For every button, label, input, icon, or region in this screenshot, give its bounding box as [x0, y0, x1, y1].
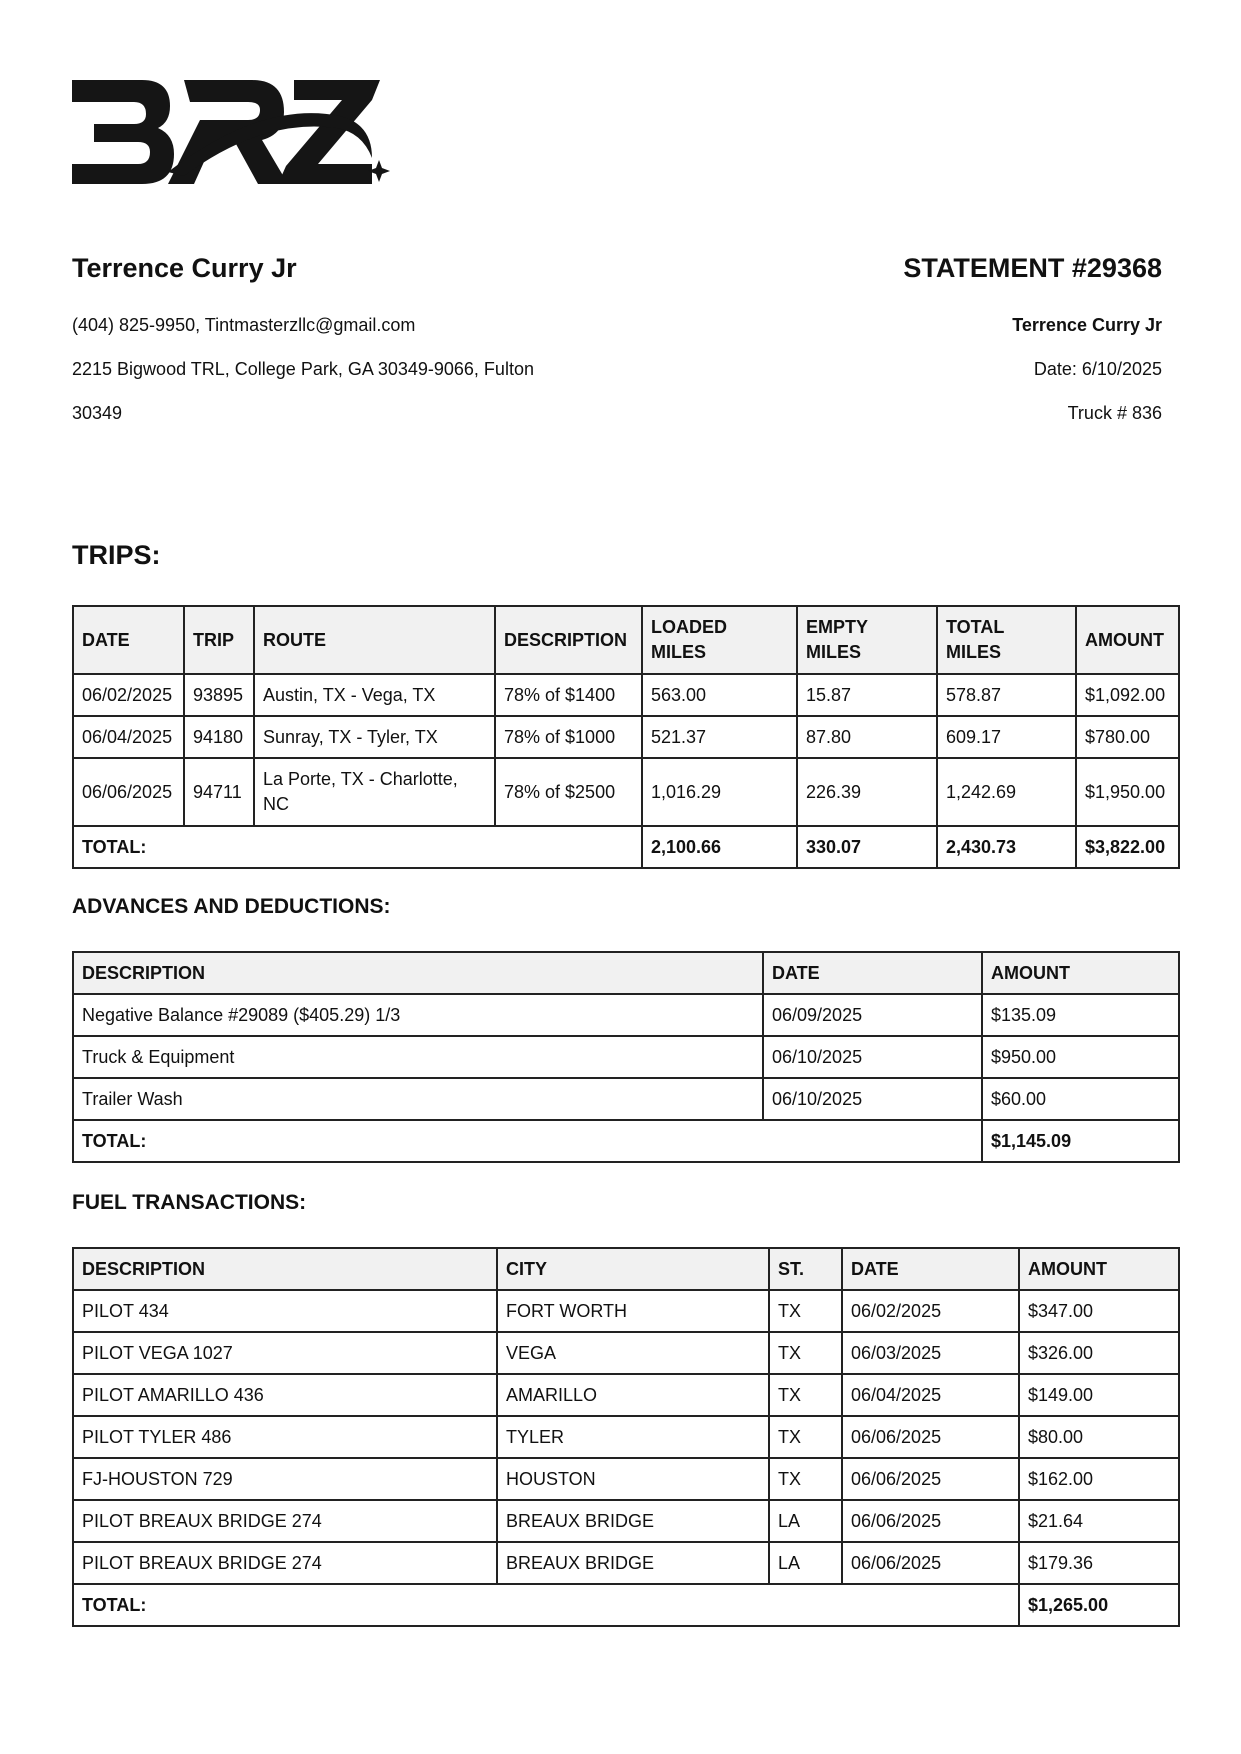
cell: 609.17 [937, 716, 1076, 758]
cell: 578.87 [937, 674, 1076, 716]
cell: 521.37 [642, 716, 797, 758]
cell: 93895 [184, 674, 254, 716]
address-line-2: 30349 [72, 403, 123, 423]
total-label: TOTAL: [73, 1584, 1019, 1626]
table-row [73, 1078, 1179, 1120]
total-amount: $1,145.09 [982, 1120, 1179, 1162]
trips-table [72, 605, 1180, 869]
fuel-table [72, 1247, 1180, 1627]
cell: $80.00 [1019, 1416, 1179, 1458]
cell: 06/06/2025 [842, 1416, 1019, 1458]
col-trip: TRIP [184, 606, 254, 674]
cell: 06/06/2025 [842, 1542, 1019, 1584]
cell: 94711 [184, 758, 254, 826]
col-state: ST. [769, 1248, 842, 1290]
cell: TX [769, 1332, 842, 1374]
col-city: CITY [497, 1248, 769, 1290]
cell: 87.80 [797, 716, 937, 758]
col-description: DESCRIPTION [73, 952, 763, 994]
cell: PILOT BREAUX BRIDGE 274 [73, 1542, 497, 1584]
cell: $60.00 [982, 1078, 1179, 1120]
col-loaded-miles-label: LOADED MILES [651, 617, 727, 662]
cell: Sunray, TX - Tyler, TX [254, 716, 495, 758]
cell: 1,242.69 [937, 758, 1076, 826]
col-empty-miles-label: EMPTY MILES [806, 617, 869, 662]
cell: $326.00 [1019, 1332, 1179, 1374]
table-row [73, 1332, 1179, 1374]
cell: FJ-HOUSTON 729 [73, 1458, 497, 1500]
cell: $162.00 [1019, 1458, 1179, 1500]
cell: $347.00 [1019, 1290, 1179, 1332]
cell: Trailer Wash [73, 1078, 763, 1120]
cell: $780.00 [1076, 716, 1179, 758]
cell: Truck & Equipment [73, 1036, 763, 1078]
col-total-miles [937, 606, 1076, 674]
cell: 06/06/2025 [842, 1500, 1019, 1542]
cell: 06/06/2025 [73, 758, 184, 826]
driver-name: Terrence Curry Jr [72, 253, 297, 283]
cell: 06/09/2025 [763, 994, 982, 1036]
cell: TX [769, 1458, 842, 1500]
cell: $1,950.00 [1076, 758, 1179, 826]
cell: 06/04/2025 [73, 716, 184, 758]
col-date: DATE [842, 1248, 1019, 1290]
total-loaded-miles: 2,100.66 [642, 826, 797, 868]
cell: 94180 [184, 716, 254, 758]
total-label: TOTAL: [73, 1120, 982, 1162]
fuel-heading: FUEL TRANSACTIONS: [72, 1191, 307, 1214]
fuel-header-row [73, 1248, 1179, 1290]
cell: 06/03/2025 [842, 1332, 1019, 1374]
advances-total-row [73, 1120, 1179, 1162]
cell: TYLER [497, 1416, 769, 1458]
cell: 06/10/2025 [763, 1036, 982, 1078]
cell: BREAUX BRIDGE [497, 1542, 769, 1584]
col-empty-miles [797, 606, 937, 674]
trips-heading: TRIPS: [72, 540, 161, 570]
cell: HOUSTON [497, 1458, 769, 1500]
address-line-1: 2215 Bigwood TRL, College Park, GA 30349-9066, Fulton [72, 359, 534, 379]
cell: Negative Balance #29089 ($405.29) 1/3 [73, 994, 763, 1036]
cell: PILOT VEGA 1027 [73, 1332, 497, 1374]
col-amount: AMOUNT [1076, 606, 1179, 674]
cell: $21.64 [1019, 1500, 1179, 1542]
table-row [73, 716, 1179, 758]
cell: 06/06/2025 [842, 1458, 1019, 1500]
cell: BREAUX BRIDGE [497, 1500, 769, 1542]
table-row [73, 994, 1179, 1036]
cell: TX [769, 1416, 842, 1458]
table-row [73, 1374, 1179, 1416]
statement-title: STATEMENT #29368 [903, 253, 1162, 283]
total-amount: $1,265.00 [1019, 1584, 1179, 1626]
table-row [73, 1290, 1179, 1332]
cell: $179.36 [1019, 1542, 1179, 1584]
cell: $1,092.00 [1076, 674, 1179, 716]
cell: FORT WORTH [497, 1290, 769, 1332]
company-logo [72, 72, 392, 202]
total-empty-miles: 330.07 [797, 826, 937, 868]
statement-date: Date: 6/10/2025 [1033, 359, 1162, 379]
cell: 06/02/2025 [73, 674, 184, 716]
truck-number: Truck # 836 [1067, 403, 1162, 423]
col-description: DESCRIPTION [73, 1248, 497, 1290]
cell: PILOT 434 [73, 1290, 497, 1332]
cell: $950.00 [982, 1036, 1179, 1078]
cell: 563.00 [642, 674, 797, 716]
cell: PILOT AMARILLO 436 [73, 1374, 497, 1416]
col-amount: AMOUNT [1019, 1248, 1179, 1290]
col-description: DESCRIPTION [495, 606, 642, 674]
cell: VEGA [497, 1332, 769, 1374]
cell: 15.87 [797, 674, 937, 716]
total-miles: 2,430.73 [937, 826, 1076, 868]
col-amount: AMOUNT [982, 952, 1179, 994]
cell: 226.39 [797, 758, 937, 826]
cell: 78% of $1400 [495, 674, 642, 716]
cell: 06/10/2025 [763, 1078, 982, 1120]
cell: Austin, TX - Vega, TX [254, 674, 495, 716]
cell: PILOT TYLER 486 [73, 1416, 497, 1458]
cell: $135.09 [982, 994, 1179, 1036]
trips-header-row [73, 606, 1179, 674]
col-date: DATE [763, 952, 982, 994]
cell: 06/04/2025 [842, 1374, 1019, 1416]
table-row [73, 1036, 1179, 1078]
cell: TX [769, 1290, 842, 1332]
total-amount: $3,822.00 [1076, 826, 1179, 868]
col-total-miles-label: TOTAL MILES [946, 617, 1005, 662]
cell: $149.00 [1019, 1374, 1179, 1416]
col-date: DATE [73, 606, 184, 674]
cell: 1,016.29 [642, 758, 797, 826]
advances-header-row [73, 952, 1179, 994]
cell: La Porte, TX - Charlotte, NC [254, 758, 495, 826]
cell: LA [769, 1542, 842, 1584]
cell: 06/02/2025 [842, 1290, 1019, 1332]
cell: LA [769, 1500, 842, 1542]
table-row [73, 1542, 1179, 1584]
table-row [73, 1416, 1179, 1458]
statement-name: Terrence Curry Jr [1012, 315, 1162, 335]
advances-table [72, 951, 1180, 1163]
col-loaded-miles [642, 606, 797, 674]
trips-total-row [73, 826, 1179, 868]
cell: AMARILLO [497, 1374, 769, 1416]
fuel-total-row [73, 1584, 1179, 1626]
cell: 78% of $1000 [495, 716, 642, 758]
contact-info: (404) 825-9950, Tintmasterzllc@gmail.com [72, 315, 416, 335]
cell: 78% of $2500 [495, 758, 642, 826]
cell: PILOT BREAUX BRIDGE 274 [73, 1500, 497, 1542]
table-row [73, 758, 1179, 826]
col-route: ROUTE [254, 606, 495, 674]
table-row [73, 1500, 1179, 1542]
advances-heading: ADVANCES AND DEDUCTIONS: [72, 895, 391, 918]
cell: TX [769, 1374, 842, 1416]
total-label: TOTAL: [73, 826, 642, 868]
table-row [73, 674, 1179, 716]
table-row [73, 1458, 1179, 1500]
